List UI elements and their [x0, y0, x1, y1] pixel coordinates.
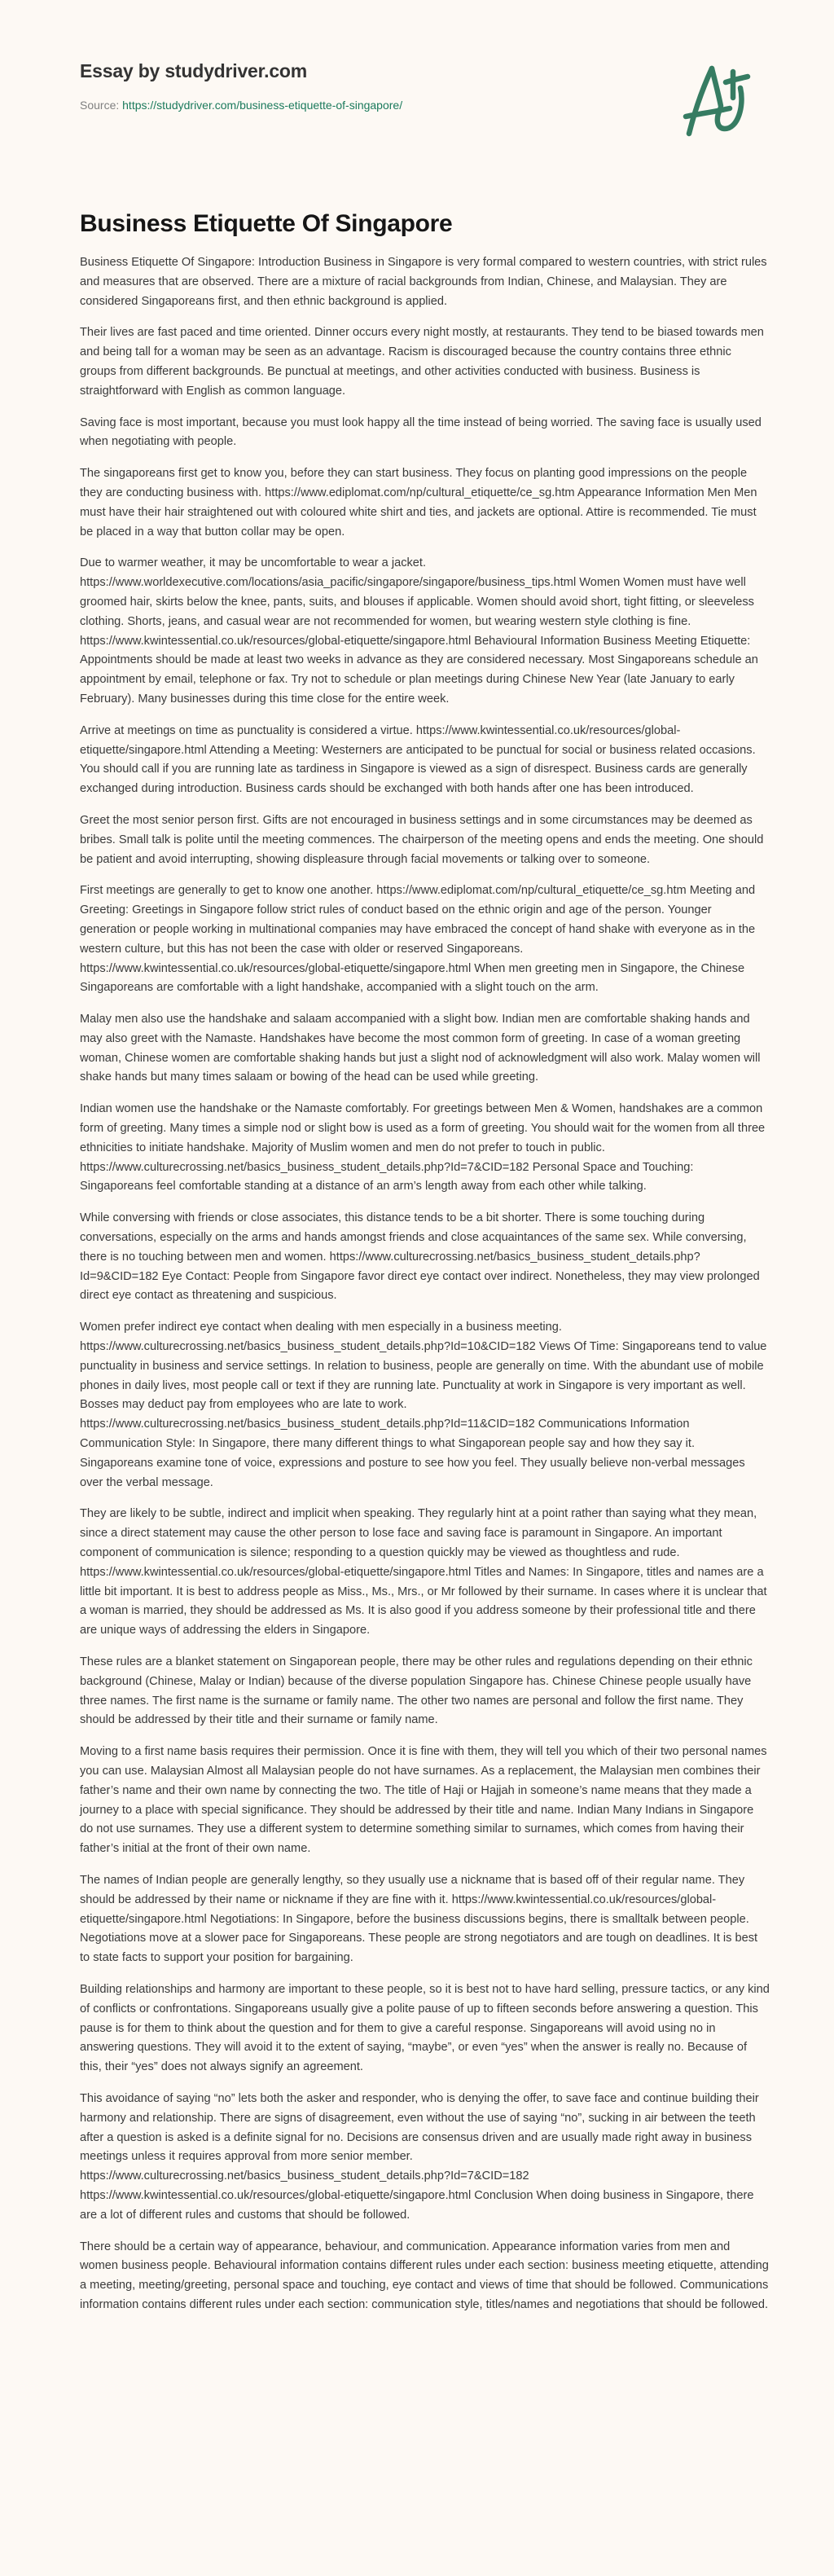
essay-paragraph: Due to warmer weather, it may be uncomfortable to wear a jacket. https://www.worldexecutive.com/locations/asia_pacific/singapore/singapore/business_tips.html Women Women must have well groomed hair, skirts below the knee, pants, suits, and blouses if applicable. Women should avoid short, tight fitting, or sleeveless clothing. Shorts, jeans, and casual wear are not recommended for women, but wearing western style clothing is fine. https://www.kwintessential.co.uk/resources/global-etiquette/singapore.html Behavioural Information Business Meeting Etiquette: Appointments should be made at least two weeks in advance as they are considered necessary. Most Singaporeans schedule an appointment by email, telephone or fax. Try not to schedule or plan meetings during Chinese New Year (late January to early February). Many businesses during this time close for the entire week. — [80, 556, 758, 706]
essay-paragraph: Arrive at meetings on time as punctuality is considered a virtue. https://www.kwintessential.co.uk/resources/global-etiquette/singapore.html Attending a Meeting: Westerners are anticipated to be punctual for social or business related occasions. You should call if you are running late as tardiness in Singapore is viewed as a sign of disrespect. Business cards are generally exchanged during introduction. Business cards should be exchanged with both hands after one has been introduced. — [80, 723, 756, 796]
essay-paragraph: Indian women use the handshake or the Namaste comfortably. For greetings between Men & Women, handshakes are a common form of greeting. Many times a simple nod or slight bow is used as a form of greeting. You should wait for the women from all three ethnicities to initiate handshake. Majority of Muslim women and men do not prefer to touch in public. https://www.culturecrossing.net/basics_business_student_details.php?Id=7&CID=182 Personal Space and Touching: Singaporeans feel comfortable standing at a distance of an arm’s length away from each other while talking. — [80, 1102, 766, 1193]
source-line — [80, 99, 402, 112]
brand-title: Essay by studydriver.com — [80, 60, 308, 81]
essay-paragraph: The names of Indian people are generally lengthy, so they usually use a nickname that is based off of their regular name. They should be addressed by their name or nickname if they are fine with it. https://www.kwintessential.co.uk/resources/global-etiquette/singapore.html Negotiations: In Singapore, before the business discussions begins, there is smalltalk between people. Negotiations move at a slower pace for Singaporeans. These people are strong negotiators and are tough on deadlines. It is best to state facts to support your position for bargaining. — [80, 1873, 758, 1965]
source-label: Source: — [80, 99, 123, 112]
essay-paragraph: While conversing with friends or close associates, this distance tends to be a bit shorter. There is some touching during conversations, especially on the arms and hands amongst friends and close acquaintances of the same sex. While conversing, there is no touching between men and women. https://www.culturecrossing.net/basics_business_student_details.php?Id=9&CID=182 Eye Contact: People from Singapore favor direct eye contact over indirect. Nonetheless, they may view prolonged direct eye contact as threatening and suspicious. — [80, 1211, 760, 1303]
a-plus-grade-icon — [666, 49, 756, 138]
essay-paragraph: Building relationships and harmony are important to these people, so it is best not to have hard selling, pressure tactics, or any kind of conflicts or confrontations. Singaporeans usually give a polite pause of up to fifteen seconds before answering a question. This pause is for them to think about the question and for them to give a careful response. Singaporeans will avoid using no in answering questions. They will avoid it to the extent of saying, “maybe”, or even “yes” when the answer is really no. Because of this, their “yes” does not always signify an agreement. — [80, 1982, 770, 2074]
essay-paragraph: First meetings are generally to get to know one another. https://www.ediplomat.com/np/cultural_etiquette/ce_sg.htm Meeting and Greeting: Greetings in Singapore follow strict rules of conduct based on the ethnic origin and age of the person. Younger generation or people working in multinational companies may have embraced the concept of hand shake with everyone as in the western culture, but this has not been the case with older or reserved Singaporeans. https://www.kwintessential.co.uk/resources/global-etiquette/singapore.html When men greeting men in Singapore, the Chinese Singaporeans are comfortable with a light handshake, accompanied with a slight touch on the arm. — [80, 884, 756, 995]
essay-paragraph: Greet the most senior person first. Gifts are not encouraged in business settings and in some circumstances may be deemed as bribes. Small talk is polite until the meeting commences. The chairperson of the meeting opens and ends the meeting. One should be patient and avoid interrupting, showing displeasure through facial movements or talking over to someone. — [80, 813, 764, 866]
essay-paragraph: There should be a certain way of appearance, behaviour, and communication. Appearance information varies from men and women business people. Behavioural information contains different rules under each section: business meeting etiquette, attending a meeting, meeting/greeting, personal space and touching, eye contact and views of time that should be followed. Communications information contains different rules under each section: communication style, titles/names and negotiations that should be followed. — [80, 2240, 769, 2311]
essay-paragraph: Business Etiquette Of Singapore: Introduction Business in Singapore is very formal compared to western countries, with strict rules and measures that are observed. There are a mixture of racial backgrounds from Indian, Chinese, and Malaysian. They are considered Singaporeans first, and then ethnic background is applied. — [80, 256, 767, 308]
essay-paragraph: Saving face is most important, because you must look happy all the time instead of being worried. The saving face is usually used when negotiating with people. — [80, 415, 762, 449]
essay-paragraph: The singaporeans first get to know you, before they can start business. They focus on planting good impressions on the people they are conducting business with. https://www.ediplomat.com/np/cultural_etiquette/ce_sg.htm Appearance Information Men Men must have their hair straightened out with coloured white shirt and ties, and jackets are optional. Attire is recommended. Tie must be placed in a way that button collar may be open. — [80, 467, 757, 538]
essay-paragraph: Their lives are fast paced and time oriented. Dinner occurs every night mostly, at restaurants. They tend to be biased towards men and being tall for a woman may be seen as an advantage. Racism is discouraged because the country contains three ethnic groups from different backgrounds. Be punctual at meetings, and other activities conducted with business. Business is straightforward with English as common language. — [80, 326, 764, 398]
essay-body — [80, 253, 770, 2315]
page-header — [80, 0, 770, 151]
essay-paragraph: This avoidance of saying “no” lets both the asker and responder, who is denying the offer, to save face and continue building their harmony and relationship. There are signs of disagreement, even without the use of saying “no”, sucking in air between the teeth after a question is asked is a definite signal for no. Decisions are consensus driven and are usually made right away in business meetings unless it requires approval from more senior member. https://www.culturecrossing.net/basics_business_student_details.php?Id=7&CID=182 https://www.kwintessential.co.uk/resources/global-etiquette/singapore.html Conclusion When doing business in Singapore, there are a lot of different rules and customs that should be followed. — [80, 2091, 759, 2222]
essay-title: Business Etiquette Of Singapore — [80, 210, 453, 237]
essay-paragraph: They are likely to be subtle, indirect and implicit when speaking. They regularly hint at a point rather than saying what they mean, since a direct statement may cause the other person to lose face and saving face is paramount in Singapore. An important component of communication is silence; responding to a question quickly may be viewed as thoughtless and rude. https://www.kwintessential.co.uk/resources/global-etiquette/singapore.html Titles and Names: In Singapore, titles and names are a little bit important. It is best to address people as Miss., Ms., Mrs., or Mr followed by their surname. In cases where it is unclear that a woman is married, they should be addressed as Ms. It is also good if you address someone by their professional title and there are unique ways of addressing the elders in Singapore. — [80, 1507, 767, 1637]
essay-paragraph: Women prefer indirect eye contact when dealing with men especially in a business meeting. https://www.culturecrossing.net/basics_business_student_details.php?Id=10&CID=182 Views Of Time: Singaporeans tend to value punctuality in business and service settings. In relation to business, people are generally on time. With the abundant use of mobile phones in daily lives, most people call or text if they are running late. Punctuality at work in Singapore is very important as well. Bosses may deduct pay from employees who are late to work. https://www.culturecrossing.net/basics_business_student_details.php?Id=11&CID=182 Communications Information Communication Style: In Singapore, there many different things to what Singaporean people say and how they say it. Singaporeans examine tone of voice, expressions and posture to see how you feel. They usually believe non-verbal messages over the verbal message. — [80, 1321, 767, 1489]
essay-paragraph: These rules are a blanket statement on Singaporean people, there may be other rules and regulations depending on their ethnic background (Chinese, Malay or Indian) because of the diverse population Singapore has. Chinese Chinese people usually have three names. The first name is the surname or family name. The other two names are personal and follow the first name. They should be addressed by their title and their surname or family name. — [80, 1655, 753, 1727]
essay-paragraph: Malay men also use the handshake and salaam accompanied with a slight bow. Indian men are comfortable shaking hands and may also greet with the Namaste. Handshakes have become the most common form of greeting. In case of a woman greeting woman, Chinese women are comfortable shaking hands but just a slight nod of acknowledgment will also work. Malay women will shake hands but many times salaam or bowing of the head can be used while greeting. — [80, 1013, 761, 1084]
essay-paragraph: Moving to a first name basis requires their permission. Once it is fine with them, they will tell you which of their two personal names you can use. Malaysian Almost all Malaysian people do not have surnames. As a replacement, the Malaysian men combines their father’s name and their own name by connecting the two. The title of Haji or Hajjah in someone’s name means that they made a journey to a place with special significance. They should be addressed by their title and name. Indian Many Indians in Singapore do not use surnames. They use a different system to determine something similar to surnames, which comes from having their father’s initial at the front of their own name. — [80, 1745, 767, 1856]
source-link[interactable]: https://studydriver.com/business-etiquette-of-singapore/ — [122, 99, 403, 112]
